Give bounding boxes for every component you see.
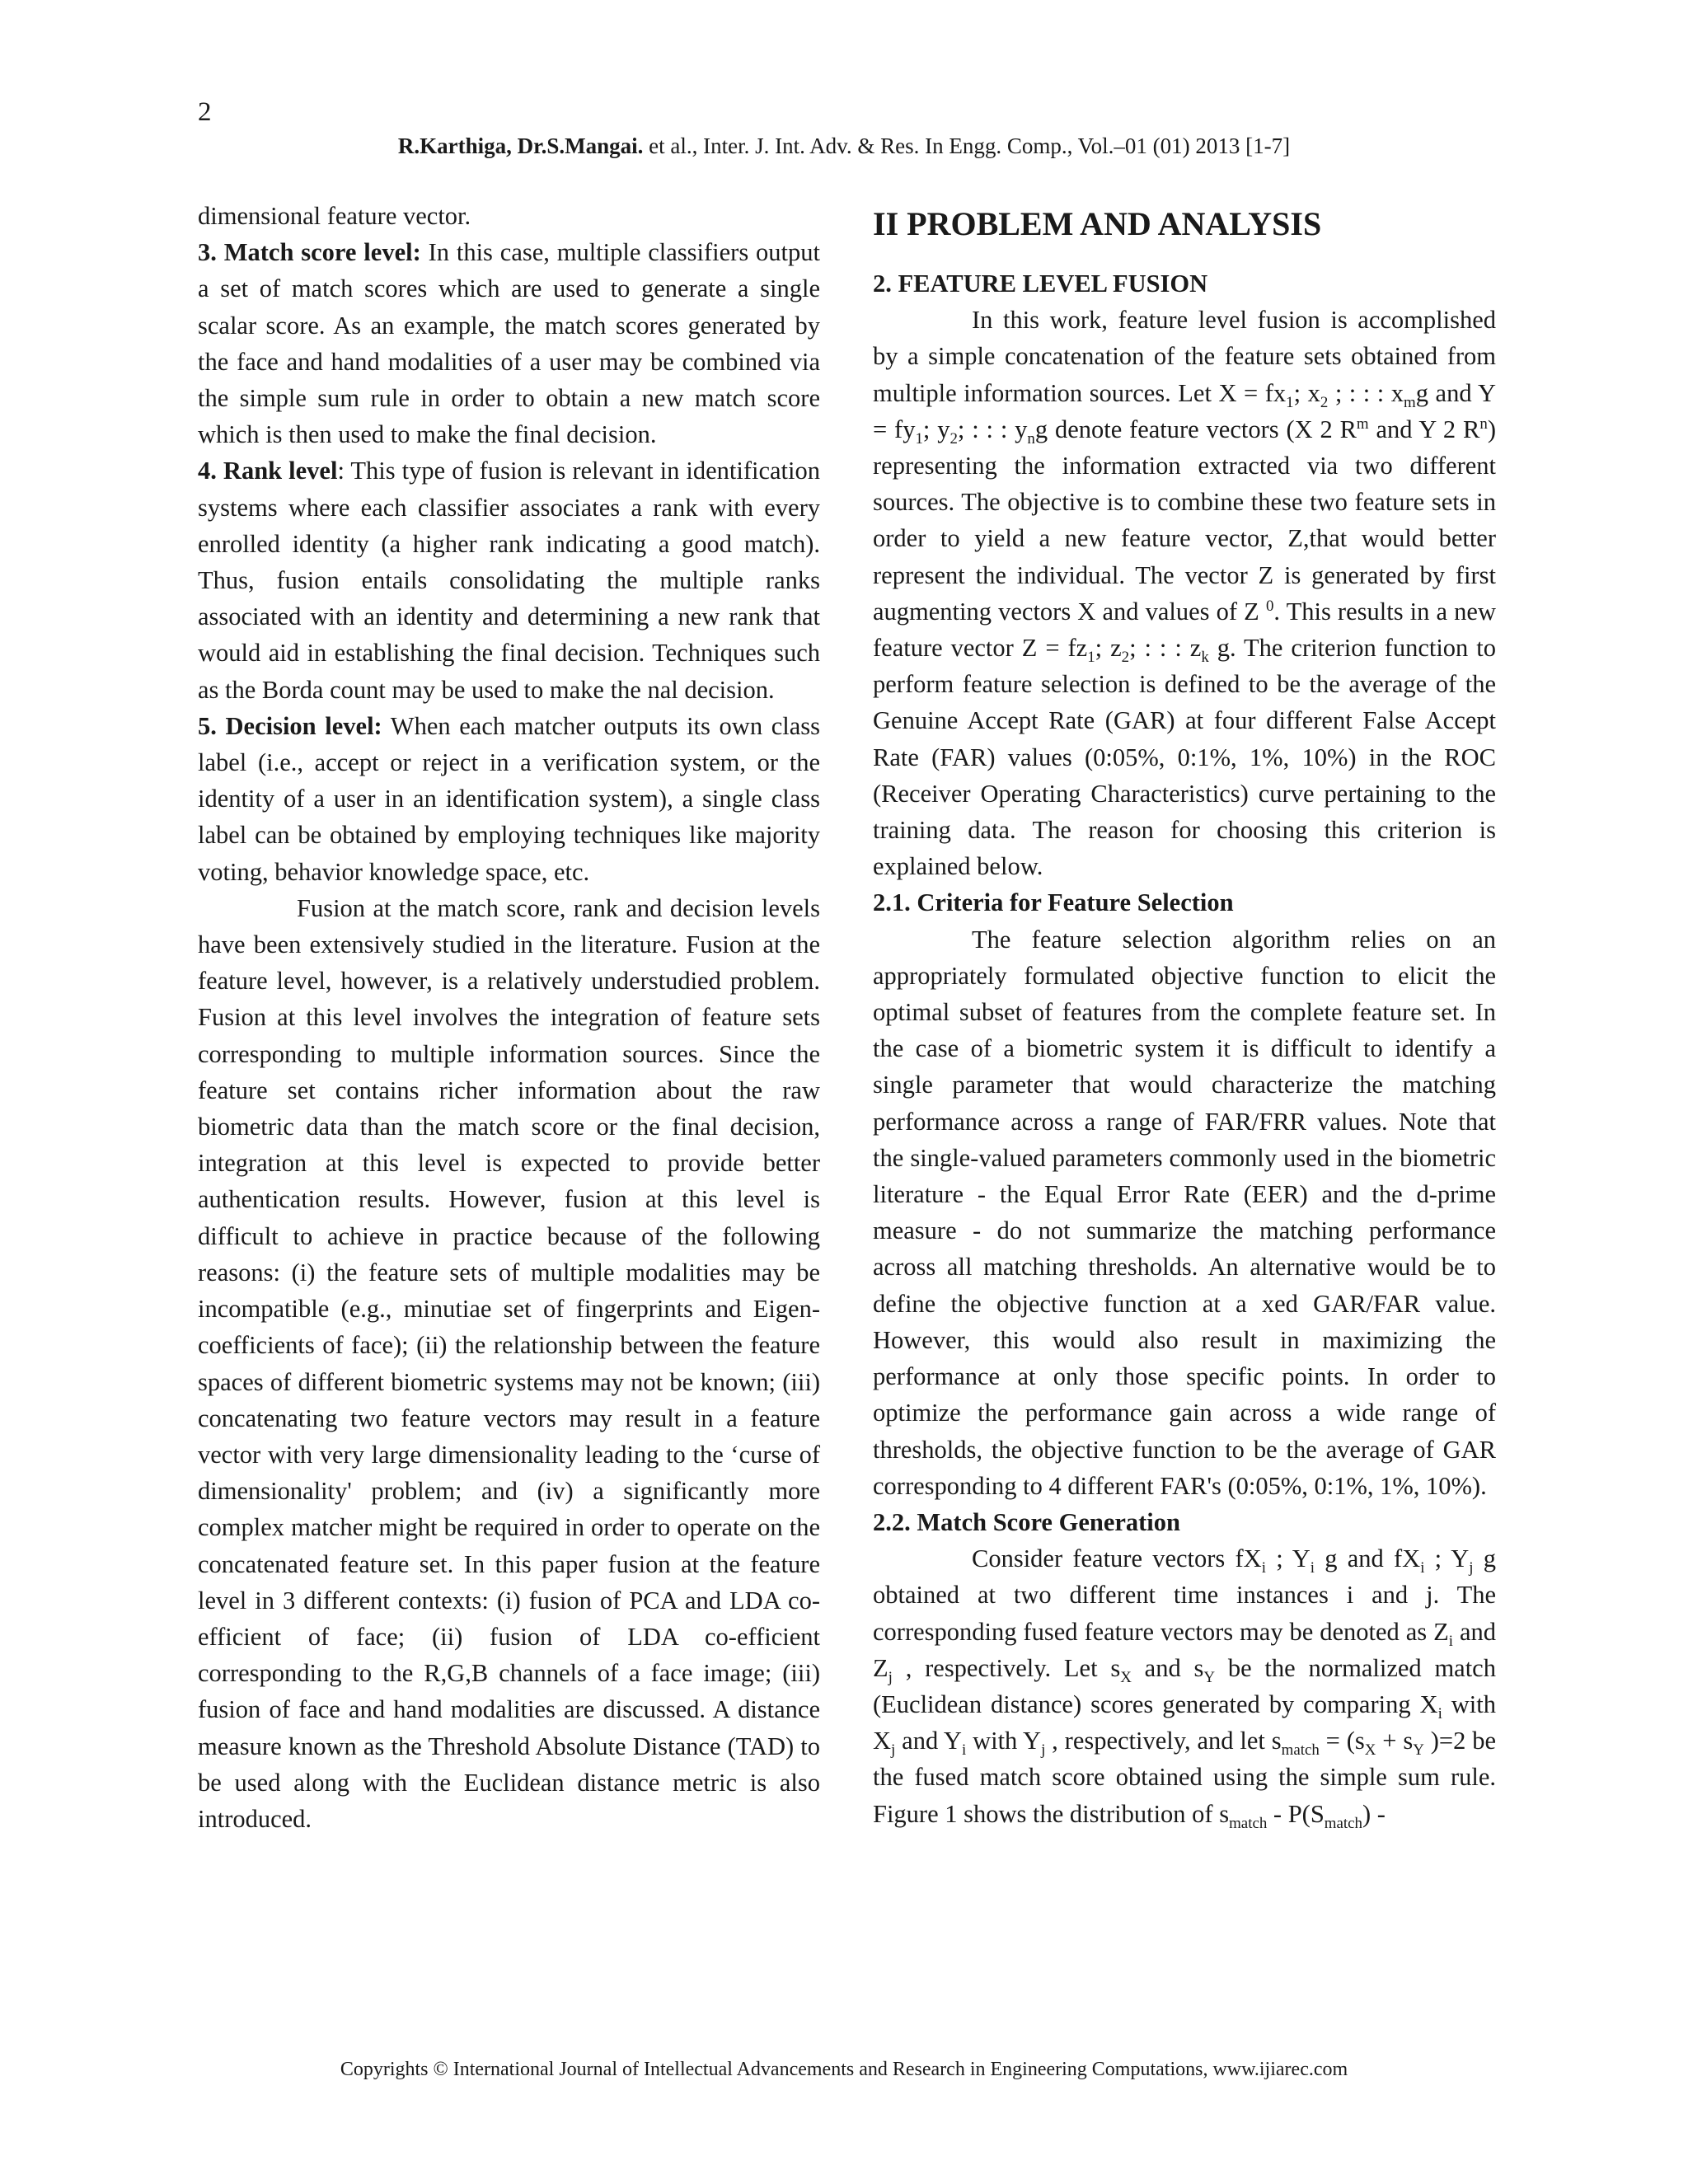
feature-level-fusion-paragraph: In this work, feature level fusion is accomplished by a simple concatenation of the feature sets obtained from multiple information sources. Let $X = fx_1$; $x_2$ ; : : : $x_mg$ and $Y = fy_1$; $y_2$; : : : $y_ng$ denote feature vectors (X 2 $R^m$ and Y 2 $R^n$) representing the information extracted via two different sources. The objective is to combine these two feature sets in order to yield a new feature vector, Z,that would better represent the individual. The vector Z is generated by first augmenting vectors X and values of Z $^0$. This results in a new feature vector $Z = fz_1$; $z_2$; : : : $z_k$ g. The criterion function to perform feature selection is defined to be the average of the Genuine Accept Rate (GAR) at four different False Accept Rate (FAR) values (0:05%, 0:1%, 1%, 10%) in the ROC (Receiver Operating Characteristics) curve pertaining to the training data. The reason for choosing this criterion is explained below. (873, 306, 1496, 881)
left-column (198, 198, 820, 1837)
heading-feature-level-fusion: 2. FEATURE LEVEL FUSION (873, 269, 1208, 298)
item-label: 4. Rank level (198, 457, 338, 485)
copyright-footer: Copyrights © International Journal of Intellectual Advancements and Research in Engineering Computations, www.ijiarec.com (340, 2059, 1348, 2080)
item-label: 3. Match score level: (198, 238, 421, 267)
section-title: II PROBLEM AND ANALYSIS (873, 205, 1322, 242)
heading-criteria-feature-selection: 2.1. Criteria for Feature Selection (873, 888, 1234, 917)
header-citation: et al., Inter. J. Int. Adv. & Res. In Engg. Comp., Vol.–01 (01) 2013 [1-7] (643, 134, 1291, 158)
page-number: 2 (198, 97, 212, 127)
item-text: When each matcher outputs its own class label (i.e., accept or reject in a verification system, or the identity of a user in an identification system), a single class label can be obtained by employing techniques like majority voting, behavior knowledge space, etc. (198, 711, 820, 886)
right-column (873, 198, 1496, 1832)
fusion-paragraph: Fusion at the match score, rank and decision levels have been extensively studied in the literature. Fusion at the feature level, however, is a relatively understudied problem. Fusion at this level involves the integration of feature sets corresponding to multiple information sources. Since the feature set contains richer information about the raw biometric data than the match score or the final decision, integration at this level is expected to provide better authentication results. However, fusion at this level is difficult to achieve in practice because of the following reasons: (i) the feature sets of multiple modalities may be incompatible (e.g., minutiae set of fingerprints and Eigen-coefficients of face); (ii) the relationship between the feature spaces of different biometric systems may not be known; (iii) concatenating two feature vectors may result in a feature vector with very large dimensionality leading to the ‘curse of dimensionality' problem; and (iv) a significantly more complex matcher might be required in order to operate on the concatenated feature set. In this paper fusion at the feature level in 3 different contexts: (i) fusion of PCA and LDA co-efficient of face; (ii) fusion of LDA co-efficient corresponding to the R,G,B channels of a face image; (iii) fusion of face and hand modalities are discussed. A distance measure known as the Threshold Absolute Distance (TAD) to be used along with the Euclidean distance metric is also introduced. (198, 893, 820, 1833)
match-score-paragraph: Consider feature vectors $fX_i$ ; $Y_i$ g and $fX_i$ ; $Y_j$ g obtained at two different time instances i and j. The corresponding fused feature vectors may be denoted as $Z_i$ and $Z_j$ , respectively. Let $s_X$ and $s_Y$ be the normalized match (Euclidean distance) scores generated by comparing $X_i$ with $X_j$ and $Y_i$ with $Y_j$ , respectively, and let $s_{match} = (s_X + s_Y$ )=2 be the fused match score obtained using the simple sum rule. Figure 1 shows the distribution of $s_{match} - P(S_{match})$ - (873, 1544, 1497, 1832)
running-header (0, 134, 1688, 159)
item-rank-level (198, 452, 820, 707)
item-text: In this case, multiple classifiers output a set of match scores which are used to generate a single scalar score. As an example, the match scores generated by the face and hand modalities of a user may be combined via the simple sum rule in order to obtain a new match score which is then used to make the final decision. (198, 238, 821, 449)
criteria-paragraph: The feature selection algorithm relies on an appropriately formulated objective function to elicit the optimal subset of features from the complete feature set. In the case of a biometric system it is difficult to identify a single parameter that would characterize the matching performance across a range of FAR/FRR values. Note that the single-valued parameters commonly used in the biometric literature - the Equal Error Rate (EER) and the d-prime measure - do not summarize the matching performance across all matching thresholds. An alternative would be to define the objective function at a xed GAR/FAR value. However, this would also result in maximizing the performance at only those specific points. In order to optimize the performance gain across a wide range of thresholds, the objective function to be the average of GAR corresponding to 4 different FAR's (0:05%, 0:1%, 1%, 10%). (873, 925, 1496, 1500)
header-authors: R.Karthiga, Dr.S.Mangai. (397, 134, 644, 158)
item-text: : This type of fusion is relevant in identification systems where each classifier associates a rank with every enrolled identity (a higher rank indicating a good match). Thus, fusion entails consolidating the multiple ranks associated with an identity and determining a new rank that would aid in establishing the final decision. Techniques such as the Borda count may be used to make the nal decision. (198, 457, 820, 704)
item-label: 5. Decision level: (198, 711, 382, 740)
item-decision-level (198, 708, 820, 890)
item-match-score-level (198, 234, 820, 452)
heading-match-score-generation: 2.2. Match Score Generation (873, 1507, 1180, 1536)
intro-fragment: dimensional feature vector. (198, 202, 471, 230)
